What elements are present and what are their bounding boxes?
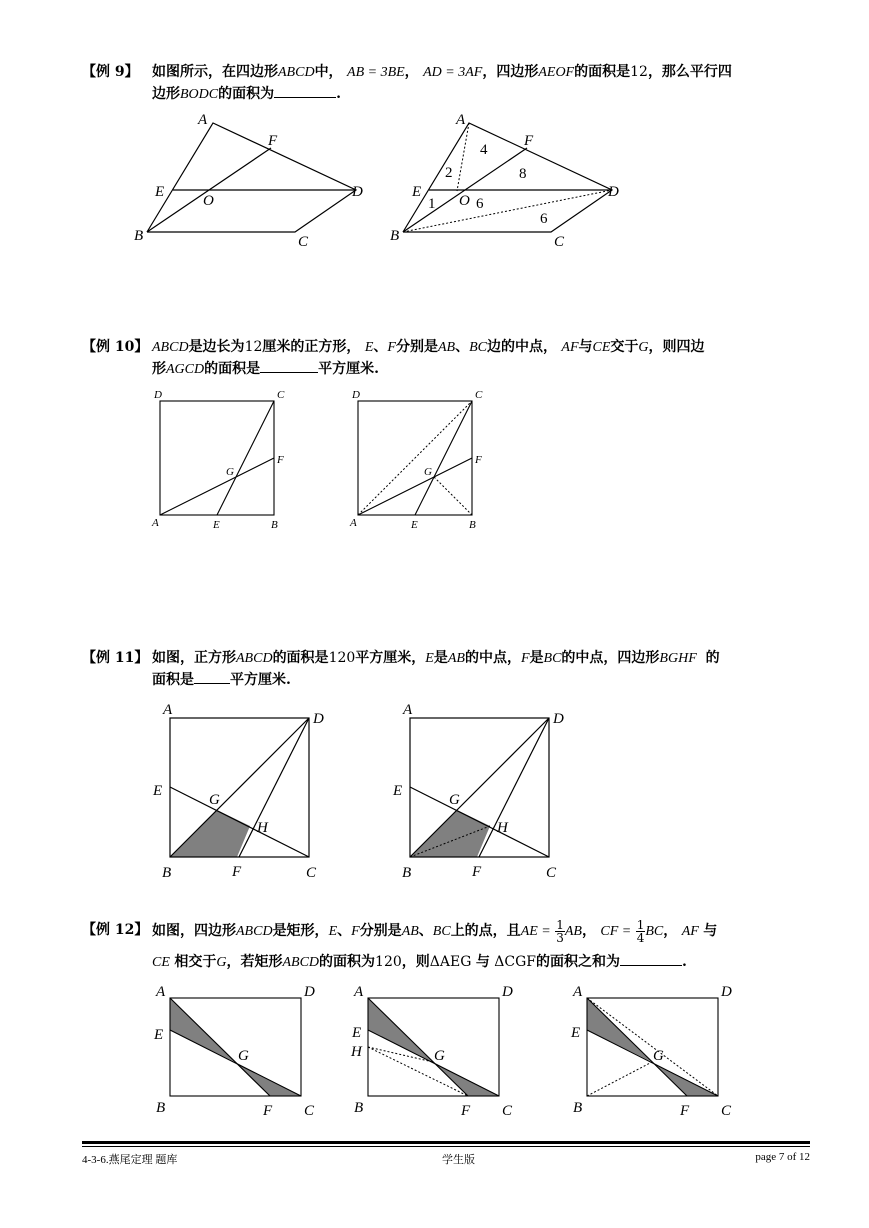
answer-blank (194, 669, 230, 684)
footer-rule-thin (82, 1146, 810, 1147)
text: 的 (705, 650, 720, 666)
text: 的面积是 (272, 650, 329, 666)
text: 的面积为 (218, 86, 275, 102)
text: 如图所示，在四边形 (152, 64, 278, 80)
label-f: F (524, 133, 534, 149)
label-d: D (721, 984, 732, 1000)
label-a: A (198, 112, 208, 128)
label-e: E (412, 184, 422, 200)
answer-blank (620, 951, 682, 966)
label-c: C (721, 1103, 732, 1119)
example-10-label: 【例 10】 (82, 339, 149, 355)
text: 交于 (610, 339, 639, 355)
label-d: D (352, 184, 363, 200)
fraction (636, 919, 646, 944)
example-10-figure-2 (348, 388, 498, 533)
label-c: C (554, 234, 565, 250)
text: 平方厘米. (230, 672, 291, 688)
math: AB (401, 924, 419, 939)
label-d: D (154, 389, 162, 401)
label-e: E (153, 783, 163, 799)
text: 如图，四边形 (152, 923, 236, 939)
text: ， (404, 64, 419, 80)
example-11-label: 【例 11】 (82, 650, 149, 666)
example-10-figure-1 (150, 388, 300, 533)
text: 上的点，且 (450, 923, 521, 939)
label-d: D (304, 984, 315, 1000)
example-11-figure-1 (150, 700, 340, 890)
label-a: A (163, 702, 173, 718)
math: AGCD (166, 362, 205, 377)
label-b: B (354, 1100, 364, 1116)
text: 与 (703, 923, 718, 939)
math: ABCD (278, 65, 315, 80)
math: AF (561, 340, 579, 355)
label-a: A (573, 984, 583, 1000)
text: ，那么平行四 (647, 64, 732, 80)
text: 、 (337, 923, 352, 939)
fraction (555, 919, 565, 944)
example-12-figure-1 (150, 982, 330, 1122)
label-g: G (449, 792, 460, 808)
label-h: H (497, 820, 508, 836)
denominator: 3 (556, 930, 564, 945)
text: ， (581, 923, 596, 939)
label-h: H (351, 1044, 362, 1060)
text: 的面积之和为 (536, 954, 621, 970)
area-number: 2 (445, 165, 453, 181)
text: 的中点， (464, 650, 521, 666)
label-h: H (257, 820, 268, 836)
label-c: C (502, 1103, 513, 1119)
label-a: A (156, 984, 166, 1000)
text: ，若矩形 (226, 954, 283, 970)
math: BC (645, 924, 664, 939)
math: G (638, 340, 649, 355)
math: ABCD (236, 651, 273, 666)
text: 边的中点， (486, 339, 557, 355)
number: 12 (244, 339, 263, 355)
math: G (216, 955, 227, 970)
math: AE = (520, 924, 551, 939)
math: ABCD (282, 955, 320, 970)
text: 与 (578, 339, 593, 355)
math: E (364, 340, 374, 355)
math: AB (447, 651, 465, 666)
text: 是矩形， (272, 923, 329, 939)
label-b: B (469, 519, 476, 531)
text: 、 (373, 339, 388, 355)
example-10-text (152, 337, 812, 380)
label-e: E (411, 519, 418, 531)
label-c: C (546, 865, 557, 881)
math: AF (681, 924, 699, 939)
text: 平方厘米， (355, 650, 426, 666)
text: 面积是 (152, 672, 194, 688)
text: 分别是 (395, 339, 438, 355)
area-number: 1 (428, 196, 436, 212)
label-f: F (475, 454, 482, 466)
text: 是边长为 (188, 339, 245, 355)
text: 分别是 (359, 923, 402, 939)
math: AD = 3AF (423, 65, 483, 80)
text: 厘米的正方形， (262, 339, 361, 355)
example-11-text (152, 648, 812, 691)
footer-left: 4-3-6.燕尾定理 题库 (82, 1154, 178, 1166)
area-number: 8 (519, 166, 527, 182)
label-f: F (461, 1103, 471, 1119)
label-c: C (304, 1103, 315, 1119)
area-number: 4 (480, 142, 488, 158)
example-9-label: 【例 9】 (82, 64, 139, 80)
math: F (351, 924, 360, 939)
label-e: E (571, 1025, 581, 1041)
example-9-text (152, 62, 812, 105)
label-e: E (352, 1025, 362, 1041)
text: . (682, 954, 687, 970)
math: AEOF (538, 65, 575, 80)
text: 中， (314, 64, 343, 80)
label-g: G (424, 466, 432, 478)
math: ABCD (236, 924, 273, 939)
label-g: G (653, 1048, 664, 1064)
label-d: D (553, 711, 564, 727)
footer-page-number: page 7 of 12 (755, 1151, 810, 1163)
text: ，则 (401, 954, 430, 970)
label-f: F (680, 1103, 690, 1119)
label-a: A (350, 517, 357, 529)
label-c: C (277, 389, 285, 401)
label-d: D (313, 711, 324, 727)
text: 的面积是 (574, 64, 631, 80)
math: F (520, 651, 530, 666)
answer-blank (274, 83, 336, 98)
label-b: B (573, 1100, 583, 1116)
text: 、 (418, 923, 433, 939)
text: 如图，正方形 (152, 650, 236, 666)
math: ABCD (152, 340, 189, 355)
text: . (336, 86, 341, 102)
label-c: C (298, 234, 309, 250)
label-e: E (393, 783, 403, 799)
label-e: E (213, 519, 220, 531)
text: 是 (529, 650, 544, 666)
example-12-label: 【例 12】 (82, 922, 149, 938)
label-o: O (203, 193, 214, 209)
math: AB (437, 340, 456, 355)
example-12-text (152, 916, 812, 978)
text: ，则四边 (648, 339, 705, 355)
math: BC (469, 340, 487, 355)
label-a: A (354, 984, 364, 1000)
math: BODC (180, 87, 219, 102)
label-g: G (434, 1048, 445, 1064)
label-e: E (154, 1027, 164, 1043)
label-f: F (232, 864, 242, 880)
example-12-figure-3 (567, 982, 747, 1122)
math: ΔAEG (429, 954, 472, 970)
label-f: F (268, 133, 278, 149)
math: CE (592, 340, 611, 355)
text: ，四边形 (482, 64, 539, 80)
number: 12 (630, 64, 648, 80)
text: 与 (475, 954, 490, 970)
number: 120 (375, 954, 402, 970)
text: 平方厘米. (318, 361, 379, 377)
text: 、 (455, 339, 470, 355)
number: 120 (328, 650, 356, 666)
label-b: B (271, 519, 278, 531)
label-c: C (306, 865, 317, 881)
footer-center: 学生版 (442, 1154, 475, 1166)
text: 的面积为 (319, 954, 376, 970)
math: F (387, 340, 396, 355)
label-b: B (390, 228, 400, 244)
area-number: 6 (476, 196, 484, 212)
math: ΔCGF (494, 954, 537, 970)
label-c: C (475, 389, 483, 401)
label-f: F (277, 454, 284, 466)
text: 的中点，四边形 (561, 650, 660, 666)
label-g: G (209, 792, 220, 808)
math: BC (543, 651, 562, 666)
label-d: D (352, 389, 360, 401)
label-d: D (608, 184, 619, 200)
math: BGHF (659, 651, 697, 666)
label-b: B (134, 228, 144, 244)
label-g: G (238, 1048, 249, 1064)
example-11-figure-2 (390, 700, 580, 890)
text: 边形 (152, 86, 180, 102)
text: ， (663, 923, 678, 939)
text: 是 (433, 650, 448, 666)
math: CE (152, 955, 170, 970)
example-9-figure-2 (386, 110, 626, 250)
footer-rule-thick (82, 1141, 810, 1144)
answer-blank (260, 358, 318, 373)
math: E (328, 924, 338, 939)
example-9-figure-1 (130, 110, 370, 250)
numerator: 1 (556, 917, 564, 932)
label-b: B (162, 865, 172, 881)
numerator: 1 (636, 917, 645, 932)
label-b: B (156, 1100, 166, 1116)
text: 相交于 (174, 954, 217, 970)
denominator: 4 (636, 930, 645, 945)
label-g: G (226, 466, 234, 478)
text: 的面积是 (204, 361, 261, 377)
label-e: E (155, 184, 165, 200)
label-o: O (459, 193, 470, 209)
label-b: B (402, 865, 412, 881)
text: 形 (152, 361, 166, 377)
label-a: A (152, 517, 159, 529)
label-f: F (472, 864, 482, 880)
math: CF = (600, 924, 632, 939)
label-d: D (502, 984, 513, 1000)
math: BC (432, 924, 451, 939)
math: E (425, 651, 434, 666)
area-number: 6 (540, 211, 548, 227)
math: AB = 3BE (347, 65, 405, 80)
label-a: A (403, 702, 413, 718)
label-f: F (263, 1103, 273, 1119)
label-a: A (456, 112, 466, 128)
math: AB (564, 924, 582, 939)
example-12-figure-2 (348, 982, 528, 1122)
